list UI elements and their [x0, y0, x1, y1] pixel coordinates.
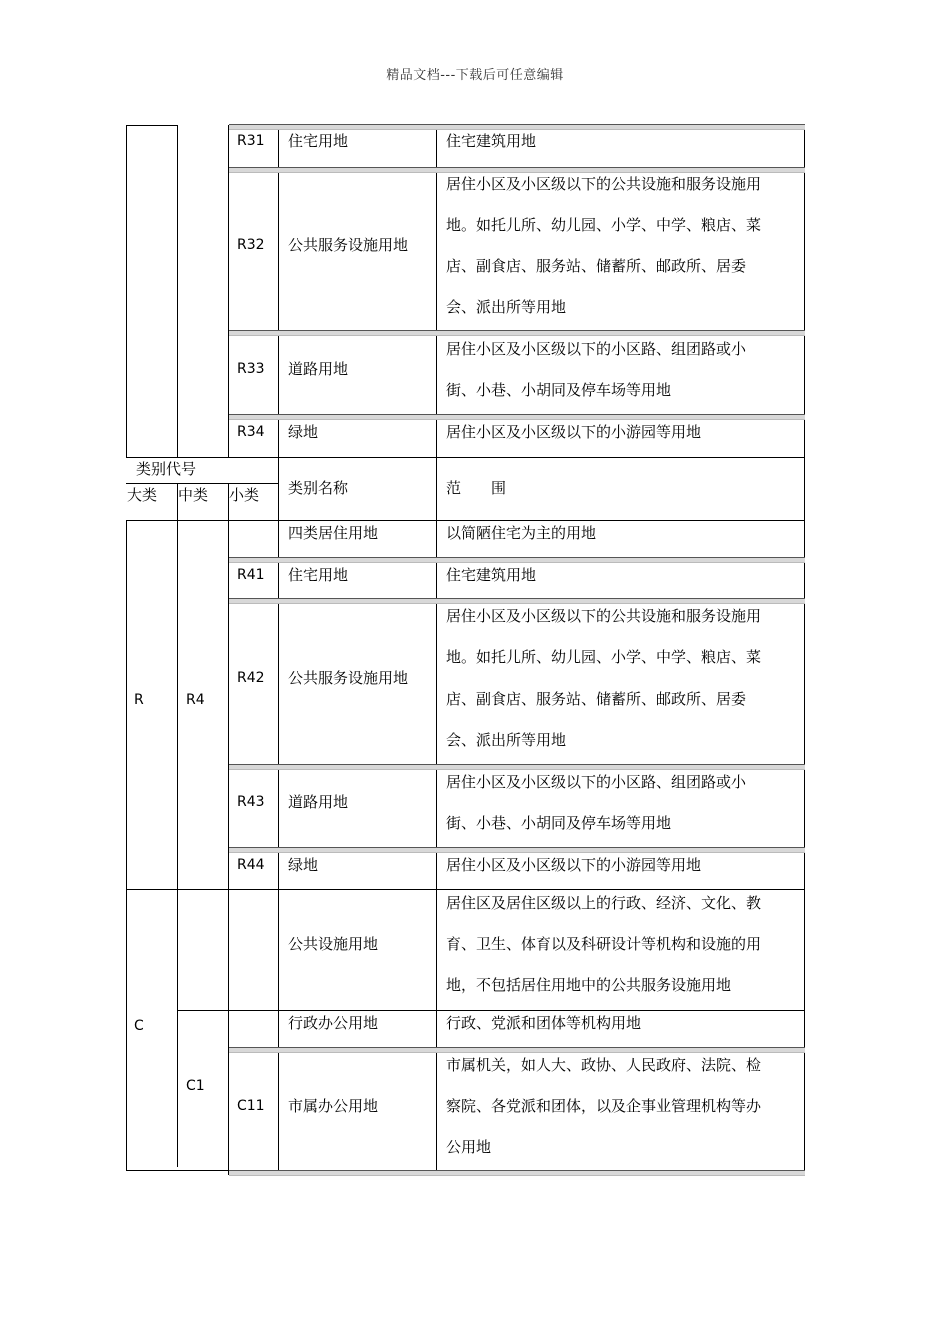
table-border-left	[126, 520, 127, 890]
table-rule	[229, 1047, 805, 1053]
table-rule	[229, 557, 805, 563]
major-code-c: C	[134, 1018, 144, 1034]
row-scope-line: 地，不包括居住用地中的公共服务设施用地	[446, 976, 732, 994]
row-name: 四类居住用地	[288, 524, 379, 542]
row-code: R31	[237, 133, 265, 149]
row-scope-line: 街、小巷、小胡同及停车场等用地	[446, 814, 672, 832]
table-border-right	[804, 520, 805, 890]
table-border-left	[126, 889, 127, 1171]
header-medium: 中类	[178, 486, 209, 504]
table-rule	[229, 598, 805, 604]
row-code: R32	[237, 237, 265, 253]
row-scope-line: 店、副食店、服务站、储蓄所、邮政所、居委	[446, 690, 747, 708]
table-rule	[229, 124, 805, 130]
table-divider	[177, 125, 178, 458]
row-scope: 居住小区及小区级以下的小游园等用地	[446, 423, 702, 441]
row-name: 道路用地	[288, 793, 349, 811]
row-code: R44	[237, 857, 265, 873]
row-scope-line: 居住小区及小区级以下的小区路、组团路或小	[446, 340, 747, 358]
row-name: 绿地	[288, 856, 319, 874]
table-divider	[278, 520, 279, 890]
row-scope-line: 居住区及居住区级以上的行政、经济、文化、教	[446, 894, 762, 912]
table-rule	[126, 1170, 229, 1171]
row-scope-line: 市属机关，如人大、政协、人民政府、法院、检	[446, 1056, 762, 1074]
row-name: 住宅用地	[288, 132, 349, 150]
table-rule	[126, 125, 178, 126]
row-code: R42	[237, 670, 265, 686]
table-divider	[177, 520, 178, 890]
row-scope-line: 居住小区及小区级以下的公共设施和服务设施用	[446, 175, 762, 193]
row-code: R43	[237, 794, 265, 810]
row-name: 绿地	[288, 423, 319, 441]
row-scope-line: 育、卫生、体育以及科研设计等机构和设施的用	[446, 935, 762, 953]
row-code: R34	[237, 424, 265, 440]
table-rule	[229, 167, 805, 173]
row-name: 公共服务设施用地	[288, 236, 409, 254]
major-code-r: R	[134, 692, 144, 708]
table-border-right	[804, 889, 805, 1171]
row-name: 住宅用地	[288, 566, 349, 584]
row-scope-line: 居住小区及小区级以下的公共设施和服务设施用	[446, 607, 762, 625]
table-divider	[278, 889, 279, 1171]
table-divider	[278, 125, 279, 458]
row-name: 道路用地	[288, 360, 349, 378]
row-name: 行政办公用地	[288, 1014, 379, 1032]
row-scope: 以简陋住宅为主的用地	[446, 524, 597, 542]
table-divider	[228, 520, 229, 890]
header-category-code: 类别代号	[136, 460, 197, 478]
row-scope-line: 察院、各党派和团体，以及企事业管理机构等办	[446, 1097, 762, 1115]
table-divider	[278, 457, 279, 520]
table-rule	[229, 764, 805, 770]
table-divider	[436, 520, 437, 890]
header-scope: 范 围	[446, 479, 507, 497]
row-name: 市属办公用地	[288, 1097, 379, 1115]
table-divider	[436, 125, 437, 458]
row-scope-line: 公用地	[446, 1138, 492, 1156]
table-border-right	[804, 125, 805, 458]
header-major: 大类	[127, 486, 158, 504]
table-divider	[228, 125, 229, 458]
row-code: R33	[237, 361, 265, 377]
row-name: 公共设施用地	[288, 935, 379, 953]
table-divider	[228, 889, 229, 1175]
row-name: 公共服务设施用地	[288, 669, 409, 687]
medium-code-r4: R4	[186, 692, 205, 708]
row-scope: 住宅建筑用地	[446, 132, 537, 150]
table-divider	[177, 889, 178, 1167]
table-rule	[229, 847, 805, 853]
row-code: R41	[237, 567, 265, 583]
table-border-left	[126, 125, 127, 458]
row-scope-line: 地。如托儿所、幼儿园、小学、中学、粮店、菜	[446, 648, 762, 666]
row-scope: 居住小区及小区级以下的小游园等用地	[446, 856, 702, 874]
header-name: 类别名称	[288, 479, 349, 497]
row-scope: 行政、党派和团体等机构用地	[446, 1014, 642, 1032]
table-rule	[178, 1010, 805, 1011]
row-scope-line: 居住小区及小区级以下的小区路、组团路或小	[446, 773, 747, 791]
medium-code-c1: C1	[186, 1078, 205, 1094]
table-rule	[126, 457, 805, 458]
row-code: C11	[237, 1098, 265, 1114]
row-scope-line: 会、派出所等用地	[446, 298, 567, 316]
table-border-right	[804, 457, 805, 520]
table-rule	[229, 1170, 805, 1176]
table-rule	[126, 483, 279, 484]
table-divider	[436, 457, 437, 520]
table-divider	[436, 889, 437, 1171]
row-scope-line: 地。如托儿所、幼儿园、小学、中学、粮店、菜	[446, 216, 762, 234]
table-rule	[229, 330, 805, 336]
row-scope-line: 店、副食店、服务站、储蓄所、邮政所、居委	[446, 257, 747, 275]
page-header: 精品文档---下载后可任意编辑	[386, 68, 564, 83]
table-rule	[229, 414, 805, 420]
row-scope-line: 会、派出所等用地	[446, 731, 567, 749]
row-scope: 住宅建筑用地	[446, 566, 537, 584]
header-minor: 小类	[229, 486, 260, 504]
row-scope-line: 街、小巷、小胡同及停车场等用地	[446, 381, 672, 399]
